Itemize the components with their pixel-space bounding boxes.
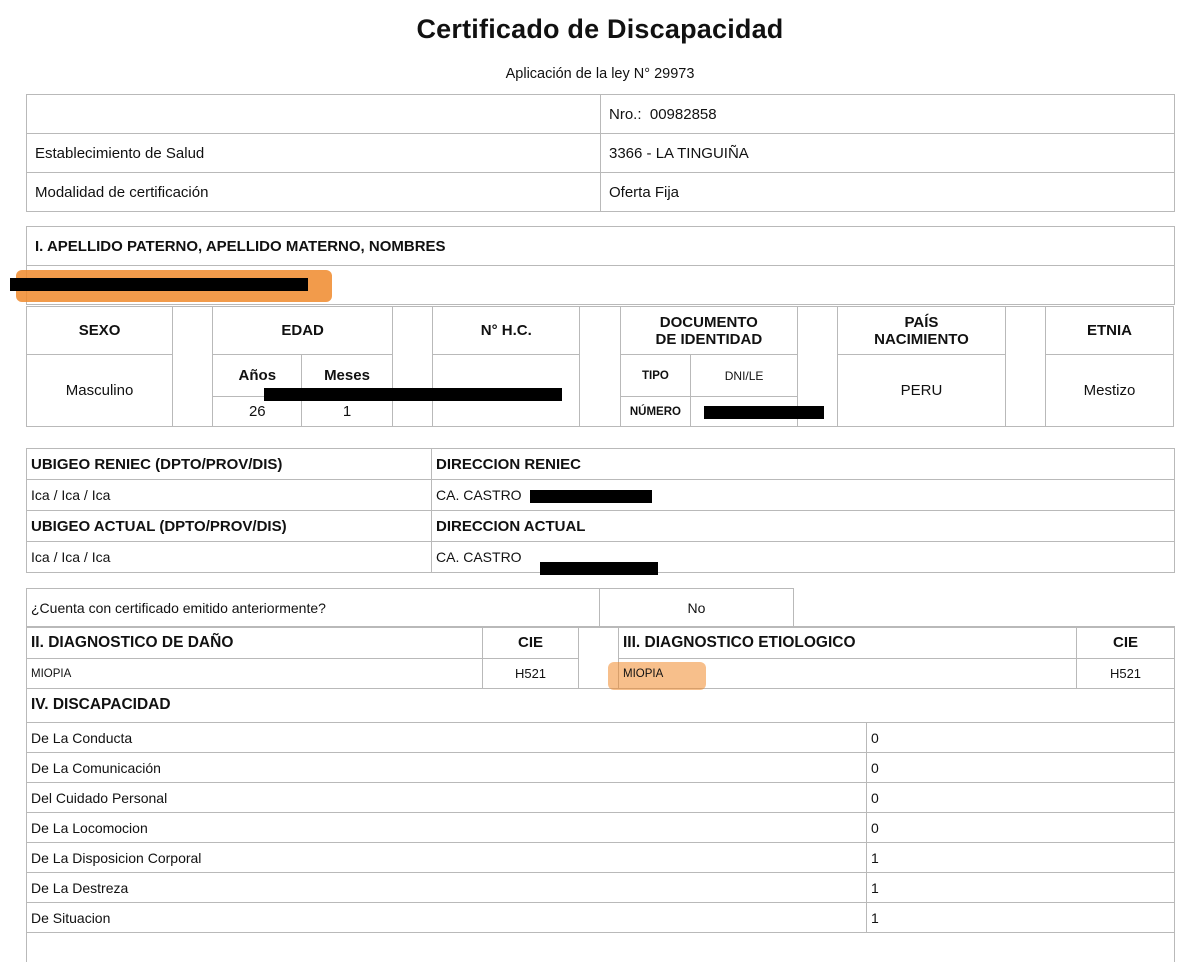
etiologico-cie-value: H521 <box>1077 659 1175 689</box>
spacer-cell <box>580 307 620 427</box>
establecimiento-label: Establecimiento de Salud <box>27 134 601 173</box>
sexo-label: SEXO <box>27 307 173 355</box>
anios-value: 26 <box>213 397 302 427</box>
dano-cie-value: H521 <box>483 659 579 689</box>
table-row <box>27 903 1175 933</box>
disability-row-value: 1 <box>867 843 1175 873</box>
direccion-actual-value: CA. CASTRO <box>432 542 1175 573</box>
etiologico-label: III. DIAGNOSTICO ETIOLOGICO <box>619 627 1077 659</box>
direccion-actual-label: DIRECCION ACTUAL <box>432 511 1175 542</box>
sexo-value: Masculino <box>27 355 173 427</box>
etnia-value: Mestizo <box>1045 355 1173 427</box>
page-subtitle: Aplicación de la ley N° 29973 <box>0 66 1200 82</box>
disability-row-value: 0 <box>867 813 1175 843</box>
establecimiento-value: 3366 - LA TINGUIÑA <box>601 134 1175 173</box>
table-row <box>27 753 1175 783</box>
numero-label: NÚMERO <box>620 397 691 427</box>
demographics-table <box>26 306 1174 427</box>
spacer-cell <box>173 307 213 427</box>
direccion-reniec-label: DIRECCION RENIEC <box>432 449 1175 480</box>
pais-label-line1: PAÍS <box>842 314 1000 331</box>
document-number-redaction <box>704 406 824 419</box>
disability-row-value: 1 <box>867 903 1175 933</box>
anios-label: Años <box>213 355 302 397</box>
nro-label: Nro.: <box>609 106 642 123</box>
documento-label-line2: DE IDENTIDAD <box>625 331 793 348</box>
table-row <box>27 813 1175 843</box>
previous-certificate-answer: No <box>600 589 794 628</box>
documento-label <box>620 307 797 355</box>
ubigeo-reniec-label: UBIGEO RENIEC (DPTO/PROV/DIS) <box>27 449 432 480</box>
header-empty-cell <box>27 95 601 134</box>
address-actual-redaction <box>540 562 658 575</box>
person-section-label: I. APELLIDO PATERNO, APELLIDO MATERNO, NOMBRES <box>27 227 1175 266</box>
previous-certificate-table <box>26 588 1175 628</box>
table-row <box>27 783 1175 813</box>
modalidad-label: Modalidad de certificación <box>27 173 601 212</box>
tipo-label: TIPO <box>620 355 691 397</box>
disability-table <box>26 688 1175 962</box>
page-title: Certificado de Discapacidad <box>0 14 1200 45</box>
disability-row-label: De La Comunicación <box>27 753 867 783</box>
ubigeo-reniec-value: Ica / Ica / Ica <box>27 480 432 511</box>
disability-row-label: De La Conducta <box>27 723 867 753</box>
diagnosis-table <box>26 626 1175 689</box>
pais-label <box>838 307 1005 355</box>
previous-certificate-question: ¿Cuenta con certificado emitido anteriormente? <box>27 589 600 628</box>
ubigeo-actual-label: UBIGEO ACTUAL (DPTO/PROV/DIS) <box>27 511 432 542</box>
nro-value: 00982858 <box>650 106 717 123</box>
ubigeo-actual-value: Ica / Ica / Ica <box>27 542 432 573</box>
table-row <box>27 723 1175 753</box>
pais-label-line2: NACIMIENTO <box>842 331 1000 348</box>
disability-row-label: De La Destreza <box>27 873 867 903</box>
modalidad-value: Oferta Fija <box>601 173 1175 212</box>
direccion-reniec-value: CA. CASTRO <box>432 480 1175 511</box>
spacer-cell <box>1005 307 1045 427</box>
dano-cie-label: CIE <box>483 627 579 659</box>
name-redaction <box>10 278 308 291</box>
disability-row-value: 0 <box>867 753 1175 783</box>
table-row <box>27 873 1175 903</box>
meses-value: 1 <box>302 397 393 427</box>
dano-value: MIOPIA <box>27 659 483 689</box>
dano-label: II. DIAGNOSTICO DE DAÑO <box>27 627 483 659</box>
disability-row-value: 0 <box>867 723 1175 753</box>
nro-cell <box>601 95 1175 134</box>
pais-value: PERU <box>838 355 1005 427</box>
etiologico-cie-label: CIE <box>1077 627 1175 659</box>
address-reniec-redaction <box>530 490 652 503</box>
disability-section-label: IV. DISCAPACIDAD <box>27 688 1175 723</box>
documento-label-line1: DOCUMENTO <box>625 314 793 331</box>
hc-label: N° H.C. <box>433 307 580 355</box>
address-table <box>26 448 1175 573</box>
empty-cell <box>794 589 1175 628</box>
etiologico-value: MIOPIA <box>623 668 663 680</box>
hc-redaction <box>264 388 562 401</box>
header-table <box>26 94 1175 212</box>
spacer-cell <box>392 307 432 427</box>
disability-row-label: De La Locomocion <box>27 813 867 843</box>
disability-row-label: De La Disposicion Corporal <box>27 843 867 873</box>
disability-row-label: Del Cuidado Personal <box>27 783 867 813</box>
edad-label: EDAD <box>213 307 392 355</box>
disability-row-value: 0 <box>867 783 1175 813</box>
etnia-label: ETNIA <box>1045 307 1173 355</box>
disability-row-value: 1 <box>867 873 1175 903</box>
disability-row-label: De Situacion <box>27 903 867 933</box>
tipo-value: DNI/LE <box>691 355 798 397</box>
table-row <box>27 843 1175 873</box>
meses-label: Meses <box>302 355 393 397</box>
